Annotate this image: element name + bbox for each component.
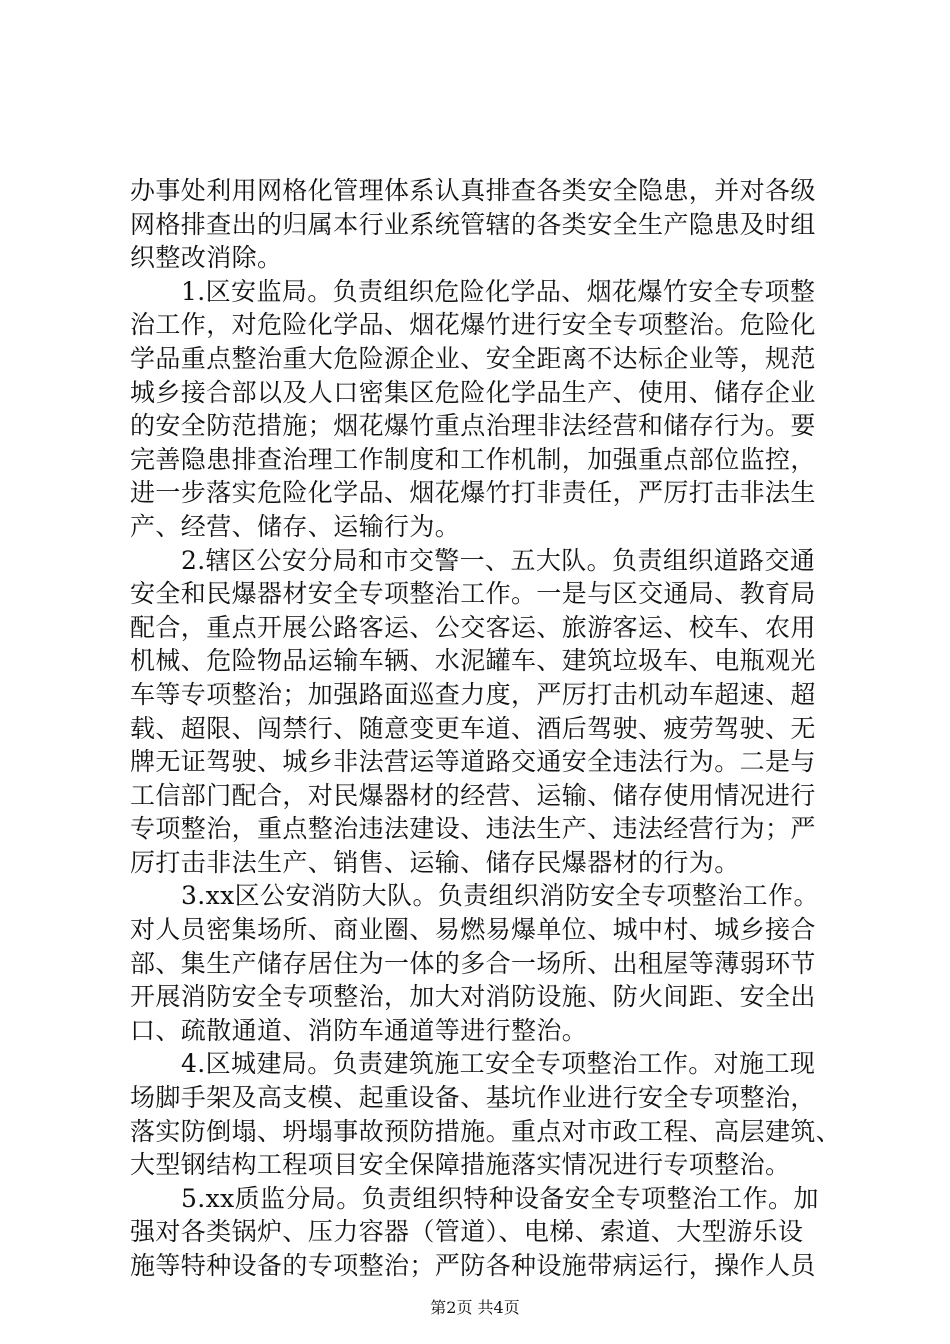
text-line: 5.xx质监分局。负责组织特种设备安全专项整治工作。加 [181, 1183, 819, 1213]
text-line: 完善隐患排查治理工作制度和工作机制，加强重点部位监控， [130, 444, 816, 474]
text-line: 大型钢结构工程项目安全保障措施落实情况进行专项整治。 [130, 1150, 791, 1180]
text-line: 3.xx区公安消防大队。负责组织消防安全专项整治工作。 [181, 881, 819, 911]
text-line: 载、超限、闯禁行、随意变更车道、酒后驾驶、疲劳驾驶、无 [130, 713, 816, 743]
text-line: 学品重点整治重大危险源企业、安全距离不达标企业等，规范 [130, 343, 816, 373]
text-line: 对人员密集场所、商业圈、易燃易爆单位、城中村、城乡接合 [130, 915, 816, 945]
text-line: 2.辖区公安分局和市交警一、五大队。负责组织道路交通 [181, 545, 816, 575]
text-line: 城乡接合部以及人口密集区危险化学品生产、使用、储存企业 [130, 377, 816, 407]
text-line: 织整改消除。 [130, 243, 283, 273]
text-line: 治工作，对危险化学品、烟花爆竹进行安全专项整治。危险化 [130, 310, 816, 340]
text-line: 1.区安监局。负责组织危险化学品、烟花爆竹安全专项整 [181, 276, 816, 306]
text-line: 配合，重点开展公路客运、公交客运、旅游客运、校车、农用 [130, 612, 816, 642]
text-line: 施等特种设备的专项整治；严防各种设施带病运行，操作人员 [130, 1251, 816, 1280]
text-line: 牌无证驾驶、城乡非法营运等道路交通安全违法行为。二是与 [130, 747, 816, 777]
text-line: 工信部门配合，对民爆器材的经营、运输、储存使用情况进行 [130, 780, 816, 810]
page-footer: 第2页 共4页 [430, 1298, 520, 1317]
text-line: 进一步落实危险化学品、烟花爆竹打非责任，严厉打击非法生 [130, 478, 816, 508]
text-line: 车等专项整治；加强路面巡查力度，严厉打击机动车超速、超 [130, 679, 816, 709]
document-body [130, 174, 842, 1283]
text-line: 网格排查出的归属本行业系统管辖的各类安全生产隐患及时组 [130, 209, 816, 239]
text-line: 办事处利用网格化管理体系认真排查各类安全隐患，并对各级 [130, 176, 816, 205]
text-line: 产、经营、储存、运输行为。 [130, 511, 461, 541]
text-line: 安全和民爆器材安全专项整治工作。一是与区交通局、教育局 [130, 579, 816, 609]
text-line: 4.区城建局。负责建筑施工安全专项整治工作。对施工现 [181, 1049, 816, 1079]
text-line: 强对各类锅炉、压力容器（管道）、电梯、索道、大型游乐设 [130, 1217, 804, 1247]
text-line: 开展消防安全专项整治，加大对消防设施、防火间距、安全出 [130, 982, 816, 1012]
text-line: 机械、危险物品运输车辆、水泥罐车、建筑垃圾车、电瓶观光 [130, 646, 816, 676]
text-line: 口、疏散通道、消防车通道等进行整治。 [130, 1015, 588, 1045]
text-line: 场脚手架及高支模、起重设备、基坑作业进行安全专项整治， [130, 1083, 816, 1113]
text-line: 的安全防范措施；烟花爆竹重点治理非法经营和储存行为。要 [130, 411, 816, 441]
text-line: 厉打击非法生产、销售、运输、储存民爆器材的行为。 [130, 847, 740, 877]
text-line: 部、集生产储存居住为一体的多合一场所、出租屋等薄弱环节 [130, 948, 816, 978]
text-line: 专项整治，重点整治违法建设、违法生产、违法经营行为；严 [130, 814, 816, 844]
text-line: 落实防倒塌、坍塌事故预防措施。重点对市政工程、高层建筑、 [130, 1116, 842, 1146]
